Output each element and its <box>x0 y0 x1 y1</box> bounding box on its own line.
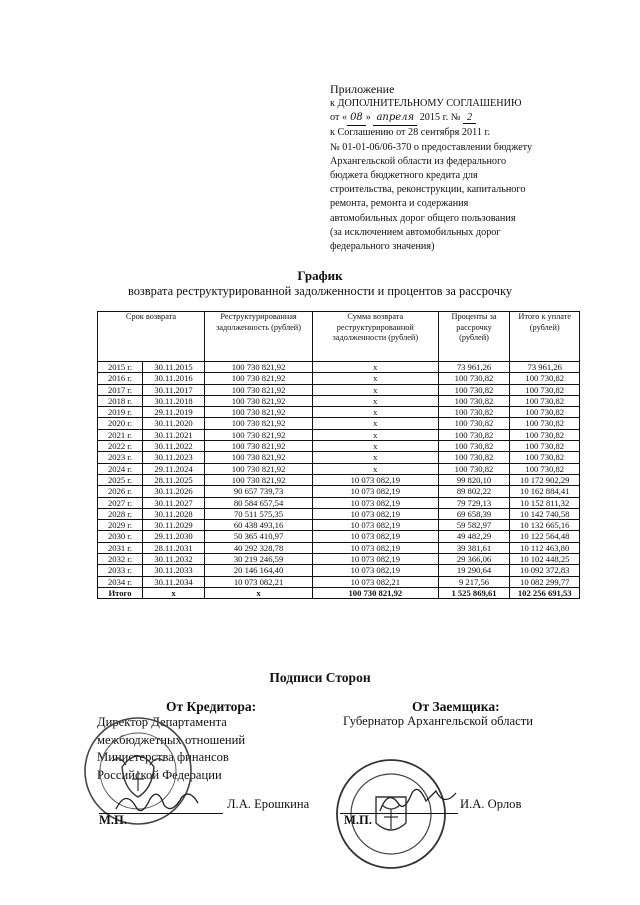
cell-date: 28.11.2025 <box>143 474 205 485</box>
cell-total: 10 122 564,48 <box>510 531 580 542</box>
creditor-line: Министерства финансов <box>97 750 229 765</box>
total-cell-total: 102 256 691,53 <box>510 587 580 598</box>
cell-total: 10 162 884,41 <box>510 486 580 497</box>
cell-debt: 60 438 493,16 <box>205 520 313 531</box>
cell-ret: 10 073 082,19 <box>313 554 438 565</box>
cell-date: 30.11.2034 <box>143 576 205 587</box>
cell-interest: 99 820,10 <box>438 474 510 485</box>
signatures-title: Подписи Сторон <box>269 670 371 685</box>
table-row <box>98 441 580 452</box>
cell-ret: x <box>313 384 438 395</box>
cell-total: 10 142 740,58 <box>510 508 580 519</box>
table-row <box>98 407 580 418</box>
total-cell-interest: 1 525 869,61 <box>438 587 510 598</box>
cell-interest: 100 730,82 <box>438 441 510 452</box>
cell-ret: 10 073 082,21 <box>313 576 438 587</box>
cell-year: 2021 г. <box>98 429 143 440</box>
cell-total: 100 730,82 <box>510 418 580 429</box>
annex-date-line <box>330 111 630 126</box>
cell-total: 100 730,82 <box>510 452 580 463</box>
annex-body-line: к Соглашению от 28 сентября 2011 г. <box>330 127 491 139</box>
table-total-row <box>98 587 580 598</box>
cell-interest: 100 730,82 <box>438 384 510 395</box>
cell-interest: 100 730,82 <box>438 373 510 384</box>
cell-date: 30.11.2029 <box>143 520 205 531</box>
cell-year: 2017 г. <box>98 384 143 395</box>
cell-total: 10 152 811,32 <box>510 497 580 508</box>
cell-interest: 100 730,82 <box>438 418 510 429</box>
table-row <box>98 474 580 485</box>
cell-date: 30.11.2027 <box>143 497 205 508</box>
cell-interest: 29 366,06 <box>438 554 510 565</box>
cell-date: 30.11.2017 <box>143 384 205 395</box>
cell-debt: 100 730 821,92 <box>205 395 313 406</box>
table-body <box>98 362 580 599</box>
cell-ret: 10 073 082,19 <box>313 486 438 497</box>
cell-debt: 100 730 821,92 <box>205 384 313 395</box>
cell-date: 30.11.2028 <box>143 508 205 519</box>
cell-ret: x <box>313 362 438 373</box>
creditor-heading: От Кредитора: <box>166 699 257 714</box>
cell-ret: 10 073 082,19 <box>313 474 438 485</box>
total-cell-debt: x <box>205 587 313 598</box>
cell-year: 2025 г. <box>98 474 143 485</box>
cell-ret: 10 073 082,19 <box>313 565 438 576</box>
borrower-position: Губернатор Архангельской области <box>343 714 533 728</box>
creditor-stamp-label: М.П. <box>99 813 127 827</box>
annex-body-line: (за исключением автомобильных дорог <box>330 226 501 238</box>
cell-total: 10 172 902,29 <box>510 474 580 485</box>
cell-total: 73 961,26 <box>510 362 580 373</box>
cell-year: 2022 г. <box>98 441 143 452</box>
creditor-line: межбюджетных отношений <box>97 732 246 747</box>
cell-total: 100 730,82 <box>510 395 580 406</box>
annex-body-line: строительства, реконструкции, капитального <box>330 184 526 196</box>
cell-date: 30.11.2020 <box>143 418 205 429</box>
cell-year: 2019 г. <box>98 407 143 418</box>
header-interest: Проценты за рассрочку (рублей) <box>438 312 510 362</box>
cell-total: 100 730,82 <box>510 463 580 474</box>
cell-debt: 100 730 821,92 <box>205 373 313 384</box>
header-debt: Реструктурированная задолженность (рублей) <box>205 312 313 362</box>
table-row <box>98 486 580 497</box>
cell-interest: 73 961,26 <box>438 362 510 373</box>
cell-year: 2027 г. <box>98 497 143 508</box>
cell-total: 10 092 372,83 <box>510 565 580 576</box>
cell-date: 30.11.2021 <box>143 429 205 440</box>
cell-date: 30.11.2022 <box>143 441 205 452</box>
cell-year: 2026 г. <box>98 486 143 497</box>
cell-year: 2015 г. <box>98 362 143 373</box>
table-row <box>98 542 580 553</box>
cell-interest: 59 582,97 <box>438 520 510 531</box>
cell-date: 30.11.2032 <box>143 554 205 565</box>
table-row <box>98 418 580 429</box>
total-cell-ret: 100 730 821,92 <box>313 587 438 598</box>
cell-date: 30.11.2016 <box>143 373 205 384</box>
annex-body-line: Архангельской области из федерального <box>330 155 507 167</box>
cell-total: 10 132 665,16 <box>510 520 580 531</box>
cell-ret: x <box>313 463 438 474</box>
cell-interest: 79 729,13 <box>438 497 510 508</box>
annex-body-line: № 01-01-06/06-370 о предоставлении бюджету <box>330 141 533 153</box>
cell-year: 2020 г. <box>98 418 143 429</box>
cell-ret: 10 073 082,19 <box>313 520 438 531</box>
schedule-table <box>97 311 580 599</box>
date-month: апреля <box>373 111 417 126</box>
creditor-line: Директор Департамента <box>97 715 227 729</box>
borrower-signature-scribble-icon <box>376 783 460 817</box>
cell-debt: 100 730 821,92 <box>205 474 313 485</box>
cell-interest: 100 730,82 <box>438 407 510 418</box>
cell-interest: 9 217,56 <box>438 576 510 587</box>
cell-year: 2034 г. <box>98 576 143 587</box>
cell-debt: 40 292 328,78 <box>205 542 313 553</box>
date-prefix: от « <box>330 112 348 124</box>
cell-ret: x <box>313 418 438 429</box>
cell-total: 100 730,82 <box>510 384 580 395</box>
cell-year: 2033 г. <box>98 565 143 576</box>
table-row <box>98 576 580 587</box>
cell-date: 30.11.2033 <box>143 565 205 576</box>
cell-total: 100 730,82 <box>510 429 580 440</box>
cell-date: 30.11.2015 <box>143 362 205 373</box>
annex-line1: к ДОПОЛНИТЕЛЬНОМУ СОГЛАШЕНИЮ <box>330 98 522 109</box>
header-term: Срок возврата <box>98 312 205 362</box>
cell-ret: 10 073 082,19 <box>313 497 438 508</box>
cell-debt: 20 146 164,40 <box>205 565 313 576</box>
cell-debt: 10 073 082,21 <box>205 576 313 587</box>
cell-debt: 100 730 821,92 <box>205 429 313 440</box>
table-row <box>98 554 580 565</box>
table-row <box>98 463 580 474</box>
cell-year: 2029 г. <box>98 520 143 531</box>
annex-body-line: автомобильных дорог общего пользования <box>330 212 516 224</box>
creditor-signatory-name: Л.А. Ерошкина <box>227 797 310 811</box>
cell-interest: 100 730,82 <box>438 429 510 440</box>
cell-total: 10 102 448,25 <box>510 554 580 565</box>
date-year: 2015 г. № <box>417 112 464 124</box>
cell-debt: 100 730 821,92 <box>205 441 313 452</box>
header-return-sum: Сумма возврата реструктурированной задолженности (рублей) <box>313 312 438 362</box>
cell-ret: x <box>313 395 438 406</box>
table-row <box>98 362 580 373</box>
cell-date: 30.11.2018 <box>143 395 205 406</box>
table-row <box>98 520 580 531</box>
cell-year: 2018 г. <box>98 395 143 406</box>
borrower-heading: От Заемщика: <box>412 699 500 714</box>
cell-ret: x <box>313 373 438 384</box>
cell-debt: 30 219 246,59 <box>205 554 313 565</box>
cell-ret: 10 073 082,19 <box>313 508 438 519</box>
cell-ret: 10 073 082,19 <box>313 531 438 542</box>
cell-ret: x <box>313 407 438 418</box>
cell-ret: x <box>313 429 438 440</box>
annex-body-line: ремонта, ремонта и содержания <box>330 198 469 210</box>
date-day: 08 <box>347 111 366 126</box>
cell-year: 2016 г. <box>98 373 143 384</box>
date-mid: » <box>365 112 374 124</box>
cell-interest: 89 802,22 <box>438 486 510 497</box>
cell-date: 29.11.2024 <box>143 463 205 474</box>
cell-year: 2030 г. <box>98 531 143 542</box>
cell-date: 29.11.2019 <box>143 407 205 418</box>
cell-debt: 100 730 821,92 <box>205 362 313 373</box>
cell-total: 10 112 463,80 <box>510 542 580 553</box>
table-row <box>98 452 580 463</box>
header-total: Итого к уплате (рублей) <box>510 312 580 362</box>
cell-year: 2023 г. <box>98 452 143 463</box>
cell-ret: 10 073 082,19 <box>313 542 438 553</box>
cell-year: 2031 г. <box>98 542 143 553</box>
borrower-stamp-label: М.П. <box>344 813 372 827</box>
cell-total: 100 730,82 <box>510 373 580 384</box>
cell-interest: 100 730,82 <box>438 452 510 463</box>
schedule-subtitle: возврата реструктурированной задолженности и процентов за рассрочку <box>127 284 513 298</box>
cell-debt: 100 730 821,92 <box>205 452 313 463</box>
cell-interest: 69 658,39 <box>438 508 510 519</box>
table-header-row <box>98 312 580 362</box>
cell-date: 28.11.2031 <box>143 542 205 553</box>
cell-interest: 100 730,82 <box>438 463 510 474</box>
cell-debt: 50 365 410,97 <box>205 531 313 542</box>
cell-ret: x <box>313 452 438 463</box>
cell-date: 30.11.2023 <box>143 452 205 463</box>
cell-year: 2032 г. <box>98 554 143 565</box>
cell-debt: 100 730 821,92 <box>205 463 313 474</box>
cell-date: 29.11.2030 <box>143 531 205 542</box>
cell-interest: 39 381,61 <box>438 542 510 553</box>
table-row <box>98 508 580 519</box>
annex-block <box>330 82 630 254</box>
cell-debt: 100 730 821,92 <box>205 407 313 418</box>
annex-body-line: федерального значения) <box>330 241 435 253</box>
cell-total: 10 082 299,77 <box>510 576 580 587</box>
borrower-signatory-name: И.А. Орлов <box>460 797 522 811</box>
cell-total: 100 730,82 <box>510 407 580 418</box>
cell-debt: 90 657 739,73 <box>205 486 313 497</box>
cell-ret: x <box>313 441 438 452</box>
table-row <box>98 373 580 384</box>
table-row <box>98 384 580 395</box>
annex-title: Приложение <box>330 82 395 96</box>
creditor-line: Российской Федерации <box>97 767 222 782</box>
annex-body-line: бюджета бюджетного кредита для <box>330 170 478 182</box>
cell-date: 30.11.2026 <box>143 486 205 497</box>
total-cell-date: x <box>143 587 205 598</box>
cell-total: 100 730,82 <box>510 441 580 452</box>
table-row <box>98 429 580 440</box>
cell-debt: 70 511 575,35 <box>205 508 313 519</box>
cell-interest: 19 290,64 <box>438 565 510 576</box>
table-row <box>98 565 580 576</box>
cell-interest: 49 482,29 <box>438 531 510 542</box>
total-cell-label: Итого <box>98 587 143 598</box>
cell-interest: 100 730,82 <box>438 395 510 406</box>
cell-year: 2028 г. <box>98 508 143 519</box>
cell-year: 2024 г. <box>98 463 143 474</box>
table-row <box>98 497 580 508</box>
table-row <box>98 531 580 542</box>
cell-debt: 80 584 657,54 <box>205 497 313 508</box>
table-row <box>98 395 580 406</box>
date-number: 2 <box>463 112 476 124</box>
cell-debt: 100 730 821,92 <box>205 418 313 429</box>
schedule-title: График <box>297 268 343 283</box>
